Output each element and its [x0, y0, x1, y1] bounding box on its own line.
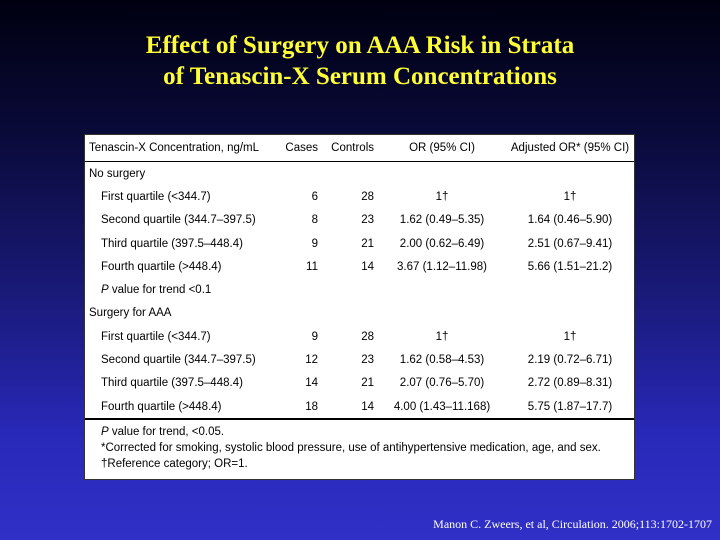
cases-value: 9 — [311, 237, 318, 250]
controls-value: 23 — [361, 354, 374, 367]
table-footnotes — [85, 420, 634, 472]
quartile-label: Fourth quartile (>448.4) — [85, 395, 278, 419]
adjusted-or-value: 2.19 (0.72–6.71) — [527, 354, 613, 367]
p-value-trend-no-surgery — [85, 278, 634, 301]
cases-value: 8 — [311, 214, 318, 227]
or-value: 1.62 (0.58–4.53) — [399, 354, 485, 367]
quartile-label: First quartile (<344.7) — [101, 190, 211, 203]
or-value: 1† — [435, 330, 449, 343]
slide-title — [0, 30, 720, 92]
section-row-no-surgery — [85, 162, 634, 186]
slide-title-line-2: of Tenascin-X Serum Concentrations — [163, 63, 557, 90]
cases-value: 12 — [305, 354, 318, 367]
p-value-text: value for trend, <0.05. — [108, 426, 225, 439]
cases-value: 18 — [278, 395, 322, 419]
or-value: 1.62 (0.49–5.35) — [399, 214, 485, 227]
citation: Manon C. Zweers, et al, Circulation. 2006;113:1702-1707 — [433, 517, 712, 531]
or-value: 1† — [435, 190, 449, 203]
p-value-text: value for trend <0.1 — [108, 284, 212, 297]
header-concentration: Tenascin-X Concentration, ng/mL — [85, 135, 278, 162]
table-row — [85, 372, 634, 395]
header-or: OR (95% CI) — [378, 135, 506, 162]
table-header-row — [85, 135, 634, 162]
adjusted-or-value: 5.75 (1.87–17.7) — [506, 395, 634, 419]
header-controls: Controls — [322, 135, 378, 162]
cases-value: 6 — [311, 190, 318, 203]
controls-value: 28 — [361, 330, 374, 343]
table-row — [85, 395, 634, 419]
results-table-panel — [84, 134, 635, 480]
or-value: 2.07 (0.76–5.70) — [399, 377, 485, 390]
results-table — [85, 135, 634, 420]
quartile-label: Second quartile (344.7–397.5) — [101, 214, 256, 227]
footnote-adjustment: *Corrected for smoking, systolic blood pressure, use of antihypertensive medication, age, and sex. — [101, 442, 601, 455]
controls-value: 23 — [361, 214, 374, 227]
cases-value: 11 — [306, 260, 318, 273]
cases-value: 9 — [311, 330, 318, 343]
table-row — [85, 348, 634, 371]
p-symbol: P — [101, 284, 109, 297]
section-row-surgery — [85, 302, 634, 325]
p-value-row-no-surgery — [85, 278, 634, 301]
cases-value: 14 — [305, 377, 318, 390]
adjusted-or-value: 1.64 (0.46–5.90) — [527, 214, 613, 227]
quartile-label: Fourth quartile (>448.4) — [101, 260, 222, 273]
controls-value: 28 — [361, 190, 374, 203]
controls-value: 21 — [361, 237, 374, 250]
header-cases: Cases — [278, 135, 322, 162]
adjusted-or-value: 1† — [563, 190, 577, 203]
quartile-label: Third quartile (397.5–448.4) — [101, 377, 243, 390]
controls-value: 21 — [361, 377, 374, 390]
p-symbol: P — [101, 426, 109, 439]
p-value-trend-surgery — [101, 424, 628, 440]
quartile-label: Second quartile (344.7–397.5) — [101, 354, 256, 367]
quartile-label: First quartile (<344.7) — [101, 330, 211, 343]
controls-value: 14 — [361, 260, 374, 273]
adjusted-or-value: 2.72 (0.89–8.31) — [527, 377, 613, 390]
table-row — [85, 325, 634, 348]
quartile-label: Third quartile (397.5–448.4) — [101, 237, 243, 250]
section-label-surgery: Surgery for AAA — [89, 307, 172, 320]
or-value: 4.00 (1.43–11.168) — [378, 395, 506, 419]
or-value: 3.67 (1.12–11.98) — [397, 260, 487, 273]
header-adjusted-or: Adjusted OR* (95% CI) — [506, 135, 634, 162]
adjusted-or-value: 1† — [563, 330, 577, 343]
adjusted-or-value: 2.51 (0.67–9.41) — [527, 237, 613, 250]
table-row — [85, 185, 634, 208]
slide-title-line-1: Effect of Surgery on AAA Risk in Strata — [145, 32, 575, 59]
section-label-no-surgery: No surgery — [89, 167, 146, 180]
adjusted-or-value: 5.66 (1.51–21.2) — [527, 260, 613, 273]
table-row — [85, 209, 634, 232]
controls-value: 14 — [322, 395, 378, 419]
table-row — [85, 255, 634, 278]
or-value: 2.00 (0.62–6.49) — [399, 237, 485, 250]
footnote-reference: †Reference category; OR=1. — [101, 458, 248, 471]
table-row — [85, 232, 634, 255]
